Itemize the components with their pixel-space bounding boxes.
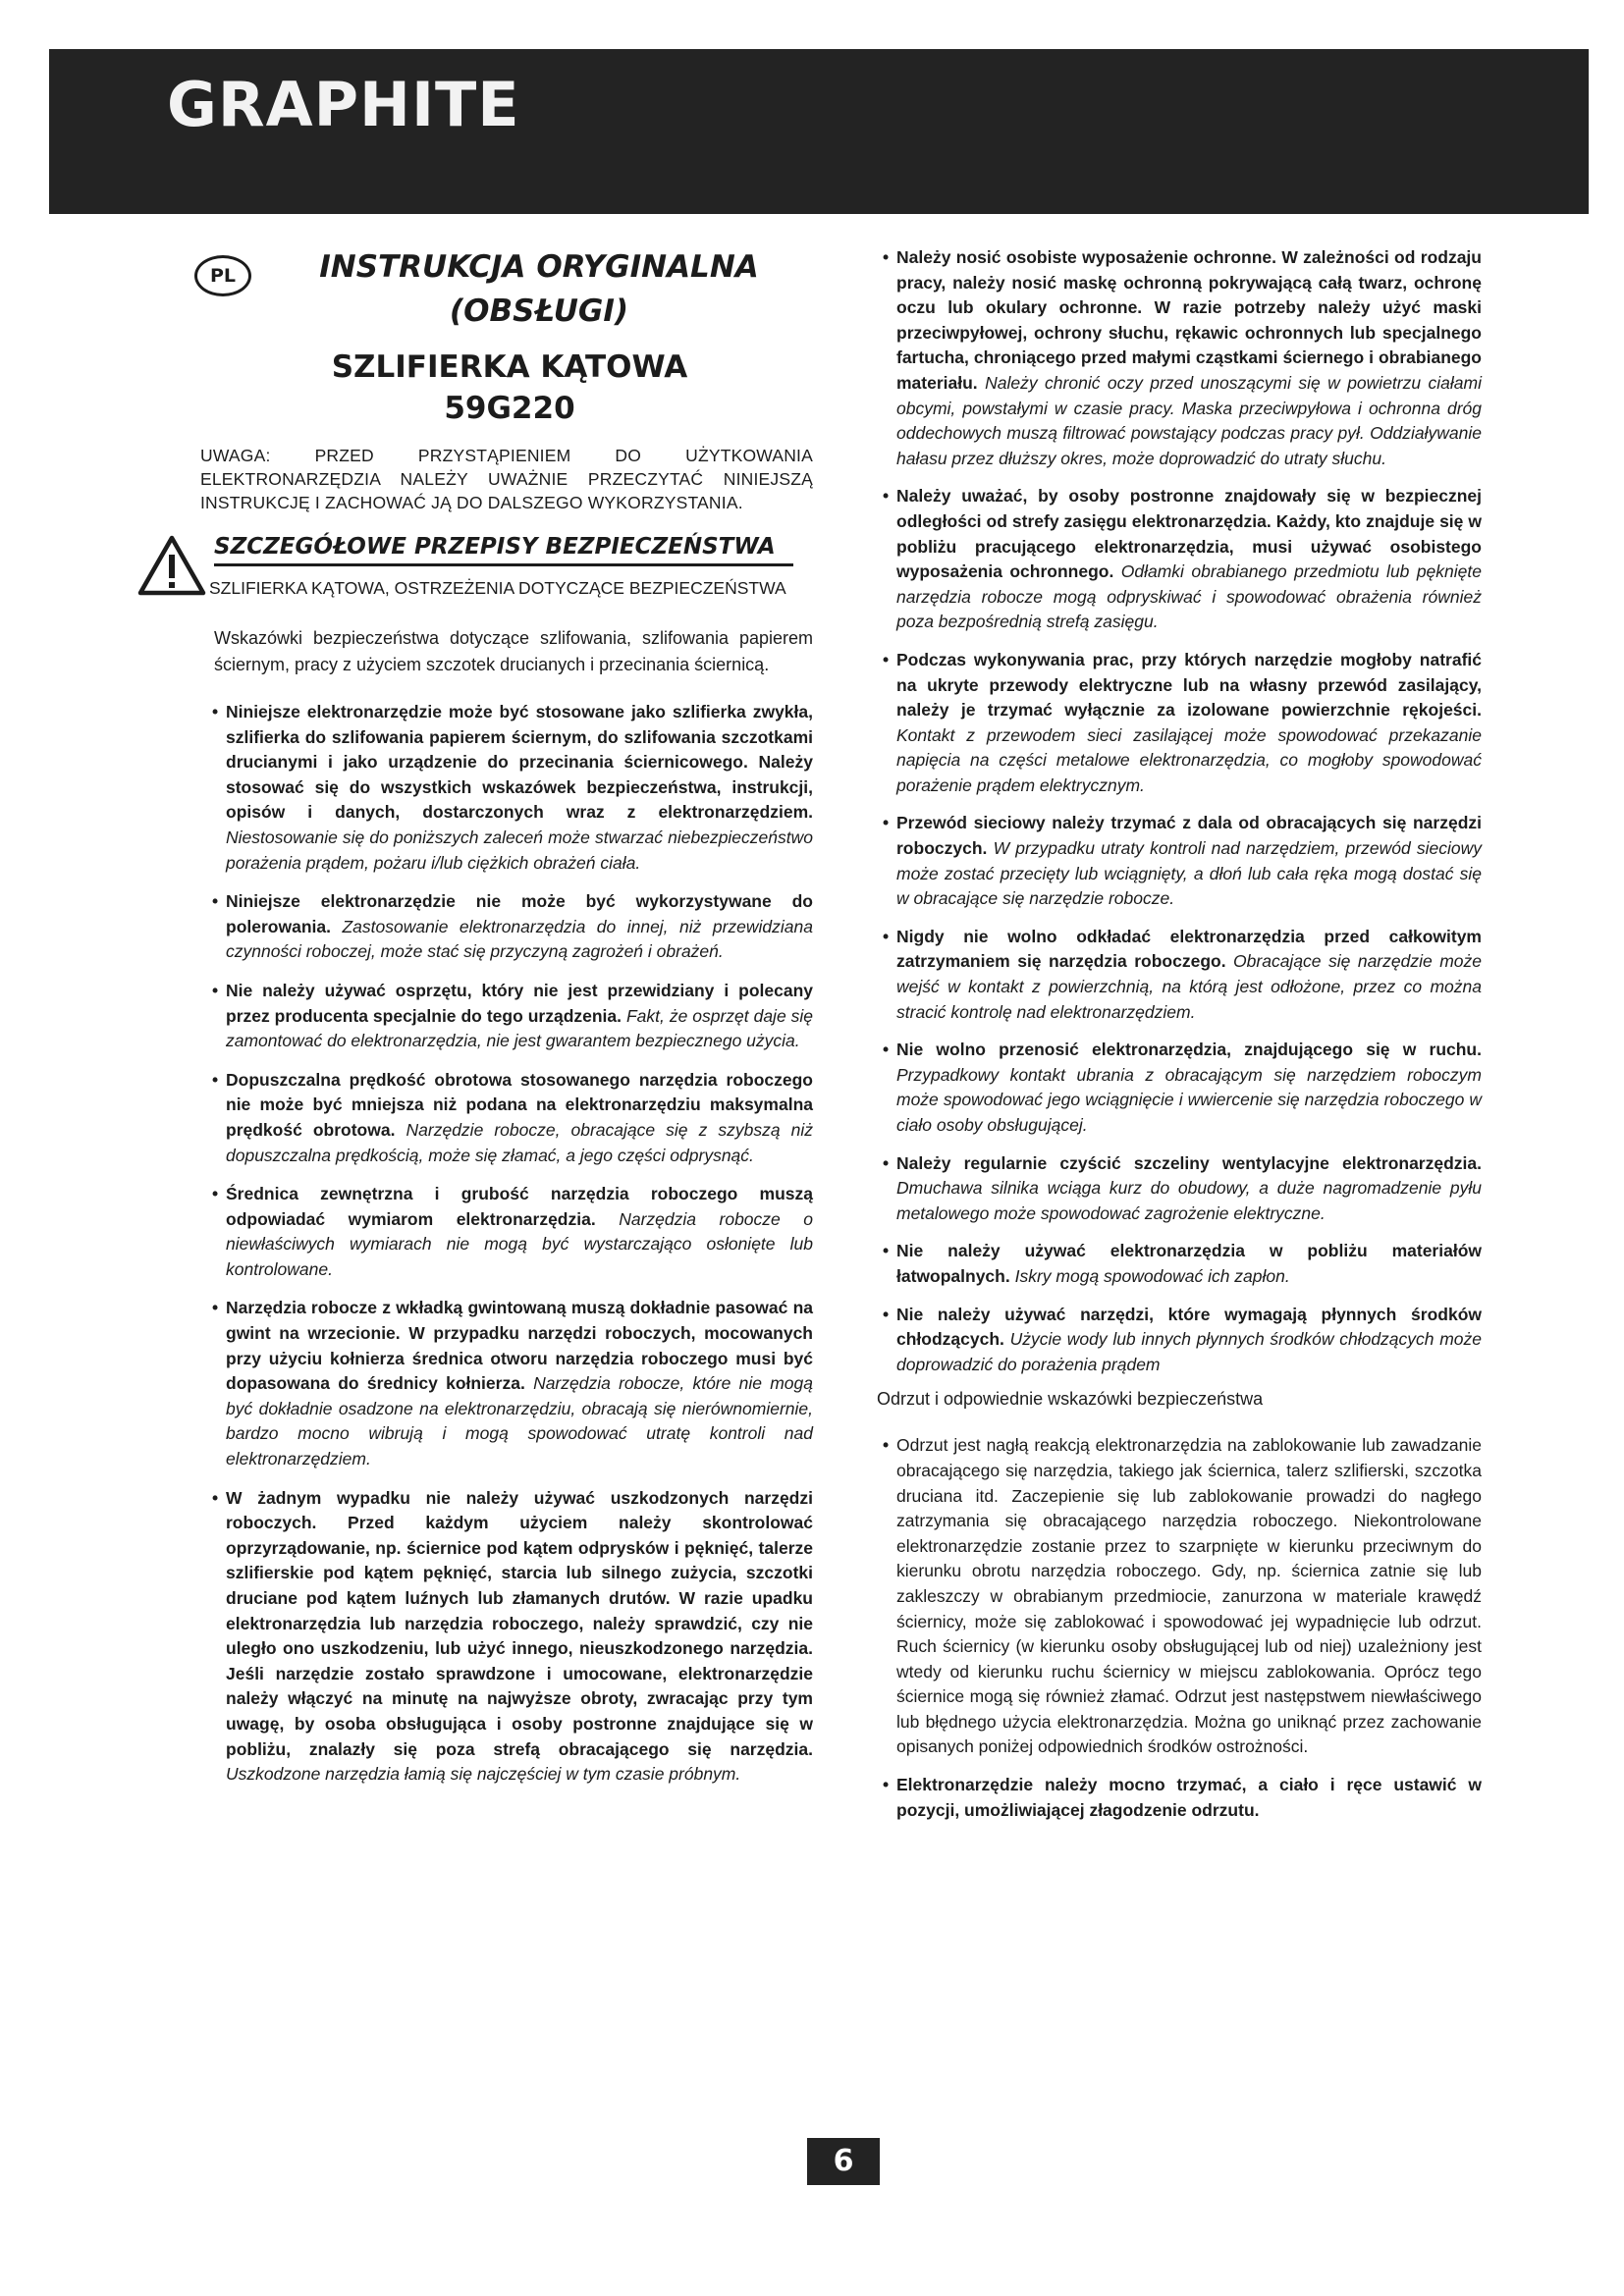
list-item: • Należy nosić osobiste wyposażenie ochronne. W zależności od rodzaju pracy, należy nosić maskę ochronną pokrywającą całą twarz, ochronę oczu lub okulary ochronne. W razie potrzeby należy użyć maski przeciwpyłowej, ochrony słuchu, rękawic ochronnych lub specjalnego fartucha, chroniącego przed małymi cząstkami ściernego i obrabianego materiału. Należy chronić oczy przed unoszącymi się w powietrzu ciałami obcymi, powstałymi w czasie pracy. Maska przeciwpyłowa i ochronna dróg oddechowych muszą filtrować powstający podczas pracy pył. Oddziaływanie hałasu przez dłuższy okres, może doprowadzić do utraty słuchu. [877,245,1482,471]
list-item: • Nie należy używać narzędzi, które wymagają płynnych środków chłodzących. Użycie wody lub innych płynnych środków chłodzących może doprowadzić do porażenia prądem [877,1303,1482,1378]
list-item: • Dopuszczalna prędkość obrotowa stosowanego narzędzia roboczego nie może być mniejsza niż podana na elektronarzędziu maksymalna prędkość obrotowa. Narzędzie robocze, obracające się z szybszą niż dopuszczalna prędkością, może się złamać, a jego części odprysnąć. [206,1068,813,1168]
list-item: • Nie należy używać elektronarzędzia w pobliżu materiałów łatwopalnych. Iskry mogą spowodować ich zapłon. [877,1239,1482,1289]
list-item: • Niniejsze elektronarzędzie może być stosowane jako szlifierka zwykła, szlifierka do szlifowania papierem ściernym, do szlifowania szczotkami drucianymi i jako urządzenie do przecinania ściernicowego. Należy stosować się do wszystkich wskazówek bezpieczeństwa, instrukcji, opisów i danych, dostarczonych wraz z elektronarzędziem. Niestosowanie się do poniższych zaleceń może stwarzać niebezpieczeństwo porażenia prądem, pożaru i/lub ciężkich obrażeń ciała. [206,700,813,876]
list-item: • Podczas wykonywania prac, przy których narzędzie mogłoby natrafić na ukryte przewody elektryczne lub na własny przewód zasilający, należy je trzymać wyłącznie za izolowane powierzchnie rękojeści. Kontakt z przewodem sieci zasilającej może spowodować przekazanie napięcia na części metalowe elektronarzędzia, co mogłoby spowodować porażenie prądem elektrycznym. [877,648,1482,799]
list-item: • Średnica zewnętrzna i grubość narzędzia roboczego muszą odpowiadać wymiarom elektronarzędzia. Narzędzia robocze o niewłaściwych wymiarach nie mogą być wystarczająco osłonięte lub kontrolowane. [206,1182,813,1282]
intro-paragraph: Wskazówki bezpieczeństwa dotyczące szlifowania, szlifowania papierem ściernym, pracy z użyciem szczotek drucianych i przecinania ściernicą. [214,628,813,674]
kickback-paragraph: • Odrzut jest nagłą reakcją elektronarzędzia na zablokowanie lub zawadzanie obracającego się narzędzia, takiego jak ściernica, talerz szlifierski, szczotka druciana itd. Zaczepienie się lub zablokowanie prowadzi do nagłego zatrzymania się obracającego narzędzia roboczego. Niekontrolowane elektronarzędzie zostanie przez to szarpnięte w kierunku przeciwnym do kierunku obrotu narzędzia roboczego. Gdy, np. ściernica zatnie się lub zakleszczy w obrabianym przedmiocie, zanurzona w materiale krawędź ściernicy, może się zablokować i spowodować jej wypadnięcie lub odrzut. Ruch ściernicy (w kierunku osoby obsługującej lub od niej) uzależniony jest wtedy od kierunku ruchu ściernicy w miejscu zablokowania. Oprócz tego ściernice mogą się również złamać. Odrzut jest następstwem niewłaściwego lub błędnego użycia elektronarzędzia. Można go uniknąć przez zachowanie opisanych poniżej odpowiednich środków ostrożności. [877,1433,1482,1760]
list-item: • Narzędzia robocze z wkładką gwintowaną muszą dokładnie pasować na gwint na wrzecionie. W przypadku narzędzi roboczych, mocowanych przy użyciu kołnierza średnica otworu narzędzia roboczego musi być dopasowana do średnicy kołnierza. Narzędzia robocze, które nie mogą być dokładnie osadzone na elektronarzędziu, obracają się nierównomiernie, bardzo mocno wibrują i mogą spowodować utratę kontroli nad elektronarzędziem. [206,1296,813,1471]
section-subheading: SZLIFIERKA KĄTOWA, OSTRZEŻENIA DOTYCZĄCE BEZPIECZEŃSTWA [209,578,786,598]
list-item: • Nigdy nie wolno odkładać elektronarzędzia przed całkowitym zatrzymaniem się narzędzia roboczego. Obracające się narzędzie może wejść w kontakt z powierzchnią, na którą jest odłożone, przez co można stracić kontrolę nad elektronarzędziem. [877,925,1482,1025]
list-item: • Należy regularnie czyścić szczeliny wentylacyjne elektronarzędzia. Dmuchawa silnika wciąga kurz do obudowy, a duże nagromadzenie pyłu metalowego może spowodować zagrożenie elektryczne. [877,1151,1482,1227]
list-item: • Nie wolno przenosić elektronarzędzia, znajdującego się w ruchu. Przypadkowy kontakt ubrania z obracającym się narzędziem roboczym może spowodować jego wciągnięcie i wwiercenie się narzędzia roboczego w ciało osoby obsługującej. [877,1038,1482,1138]
model-number: 59G220 [444,391,575,426]
brand-logo: GRAPHITE [167,69,520,140]
list-item: • Przewód sieciowy należy trzymać z dala od obracających się narzędzi roboczych. W przypadku utraty kontroli nad narzędziem, przewód sieciowy może zostać przecięty lub wciągnięty, a dłoń lub cała ręka mogą dostać się w obracające się narzędzie robocze. [877,811,1482,911]
list-item: • Niniejsze elektronarzędzie nie może być wykorzystywane do polerowania. Zastosowanie elektronarzędzia do innej, niż przewidziana czynności roboczej, może stać się przyczyną zagrożeń i obrażeń. [206,889,813,965]
list-item: • W żadnym wypadku nie należy używać uszkodzonych narzędzi roboczych. Przed każdym użyciem należy skontrolować oprzyrządowanie, np. ściernice pod kątem odprysków i pęknięć, talerze szlifierskie pod kątem pęknięć, starcia lub silnego zużycia, szczotki druciane pod kątem luźnych lub złamanych drutów. W razie upadku elektronarzędzia lub narzędzia roboczego, należy sprawdzić, czy nie uległo ono uszkodzeniu, lub użyć innego, nieuszkodzonego narzędzia. Jeśli narzędzie zostało sprawdzone i umocowane, elektronarzędzie należy włączyć na minutę na najwyższe obroty, zwracając przy tym uwagę, by osoba obsługująca i osoby postronne znajdujące się w pobliżu, znalazły się poza strefą obracającego się narzędzia. Uszkodzone narzędzia łamią się najczęściej w tym czasie próbnym. [206,1486,813,1788]
right-column [877,245,1482,1836]
language-badge-icon: PL [194,255,251,296]
kickback-list [877,1433,1482,1823]
list-item: • Należy uważać, by osoby postronne znajdowały się w bezpiecznej odległości od strefy zasięgu elektronarzędzia. Każdy, kto znajduje się w pobliżu pracującego elektronarzędzia, musi używać osobistego wyposażenia ochronnego. Odłamki obrabianego przedmiotu lub pęknięte narzędzia robocze mogą odpryskiwać i spowodować obrażenia również poza bezpośrednią strefą zasięgu. [877,484,1482,635]
left-bullet-list [206,700,813,1788]
list-item: • Elektronarzędzie należy mocno trzymać, a ciało i ręce ustawić w pozycji, umożliwiającej złagodzenie odrzutu. [877,1773,1482,1823]
warning-triangle-icon [137,535,206,596]
read-manual-warning: UWAGA: PRZED PRZYSTĄPIENIEM DO UŻYTKOWANIA ELEKTRONARZĘDZIA NALEŻY UWAŻNIE PRZECZYTAĆ NINIEJSZĄ INSTRUKCJĘ I ZACHOWAĆ JĄ DO DALSZEGO WYKORZYSTANIA. [200,446,813,512]
title-block [206,245,813,428]
warning-row [206,576,813,600]
left-column [200,245,814,1801]
page-number: 6 [807,2138,880,2185]
kickback-heading: Odrzut i odpowiednie wskazówki bezpieczeństwa [877,1389,1264,1410]
document-title-sub: (OBSŁUGI) [449,294,629,329]
document-title: INSTRUKCJA ORYGINALNA [319,249,759,285]
list-item: • Nie należy używać osprzętu, który nie jest przewidziany i polecany przez producenta specjalnie do tego urządzenia. Fakt, że osprzęt daje się zamontować do elektronarzędzia, nie jest gwarantem bezpiecznego użycia. [206,979,813,1054]
right-bullet-list [877,245,1482,1377]
product-name: SZLIFIERKA KĄTOWA [331,349,688,385]
section-heading: SZCZEGÓŁOWE PRZEPISY BEZPIECZEŃSTWA [214,532,793,566]
